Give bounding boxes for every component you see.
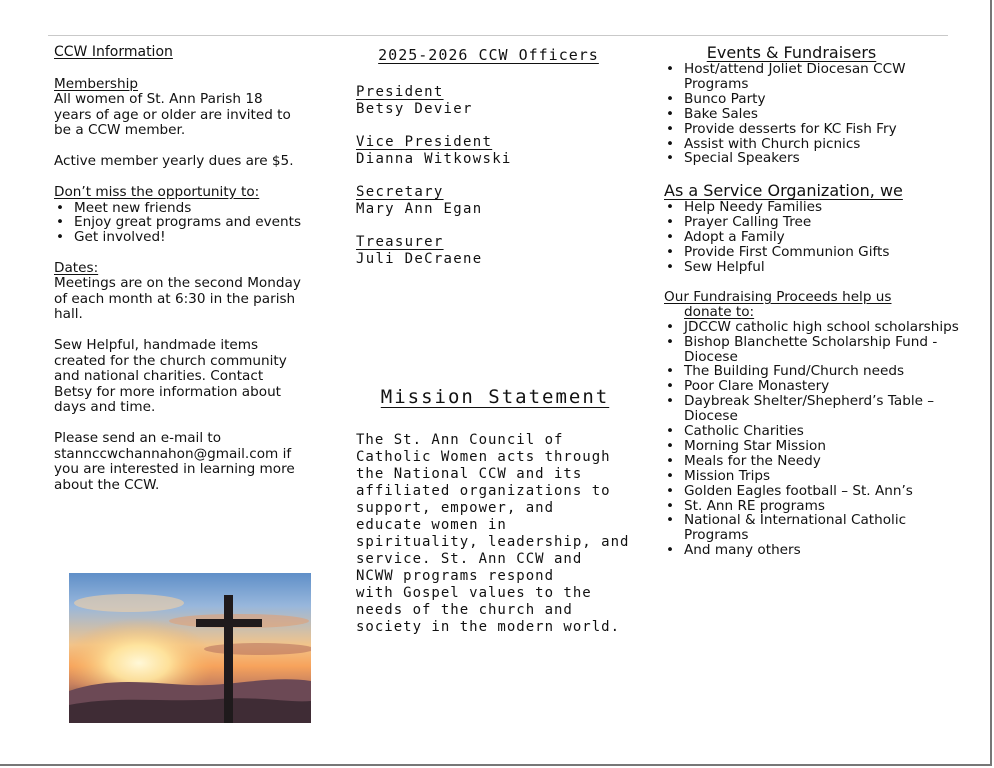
sew-helpful-line: days and time. <box>54 399 156 416</box>
officer-secretary <box>356 184 646 218</box>
opportunity-list <box>54 201 344 246</box>
list-item: • Bake Sales <box>684 107 964 122</box>
list-item: • Mission Trips <box>684 469 964 484</box>
list-item: • Meals for the Needy <box>684 454 964 469</box>
officer-role: Vice President <box>356 134 493 150</box>
list-item: • Golden Eagles football – St. Ann’s <box>684 484 964 499</box>
mission-line: affiliated organizations to <box>356 483 611 499</box>
sew-helpful-line: and national charities. Contact <box>54 368 264 385</box>
fundraising-title: Our Fundraising Proceeds help us <box>664 288 892 305</box>
dates-label: Dates: <box>54 259 99 276</box>
email-note-line: about the CCW. <box>54 476 160 493</box>
list-item: • Prayer Calling Tree <box>684 215 964 230</box>
mission-line: educate women in <box>356 517 507 533</box>
dues-text: Active member yearly dues are $5. <box>54 153 294 169</box>
ccw-information-heading: CCW Information <box>54 44 173 60</box>
donations-list <box>664 320 964 559</box>
list-item: • Host/attend Joliet Diocesan CCW Programs <box>684 62 964 92</box>
list-item: • Provide desserts for KC Fish Fry <box>684 122 964 137</box>
cross-icon <box>69 573 311 723</box>
list-item: • JDCCW catholic high school scholarships <box>684 320 964 335</box>
list-item: • Provide First Communion Gifts <box>684 245 964 260</box>
mission-statement-title: Mission Statement <box>380 386 610 408</box>
list-item: • Assist with Church picnics <box>684 137 964 152</box>
list-item: • St. Ann RE programs <box>684 499 964 514</box>
list-item: • Bishop Blanchette Scholarship Fund - Diocese <box>684 335 964 365</box>
membership-line: All women of St. Ann Parish 18 <box>54 91 263 107</box>
email-note-line: you are interested in learning more <box>54 461 295 478</box>
fundraising-title-cont: donate to: <box>684 303 755 320</box>
email-note-line: stannccwchannahon@gmail.com if <box>54 445 292 462</box>
mission-line: service. St. Ann CCW and <box>356 551 583 567</box>
service-list <box>664 200 964 275</box>
dates-line: Meetings are on the second Monday <box>54 275 301 292</box>
list-item: • Enjoy great programs and events <box>74 215 344 230</box>
list-item: • Special Speakers <box>684 151 964 166</box>
email-note-line: Please send an e-mail to <box>54 430 222 447</box>
mission-line: NCWW programs respond <box>356 568 555 584</box>
list-item: • Meet new friends <box>74 201 344 216</box>
officer-president <box>356 84 646 118</box>
mission-line: support, empower, and <box>356 500 555 516</box>
mission-line: needs of the church and <box>356 602 573 618</box>
officer-role: Secretary <box>356 184 444 200</box>
mission-line: with Gospel values to the <box>356 585 592 601</box>
opportunity-label: Don’t miss the opportunity to: <box>54 184 260 200</box>
officer-role: President <box>356 84 444 100</box>
mission-line: The St. Ann Council of <box>356 432 564 448</box>
list-item: • Morning Star Mission <box>684 439 964 454</box>
list-item: • Get involved! <box>74 230 344 245</box>
officer-name: Mary Ann Egan <box>356 201 483 217</box>
dates-line: of each month at 6:30 in the parish <box>54 290 296 307</box>
sew-helpful-line: created for the church community <box>54 352 287 369</box>
membership-line: years of age or older are invited to <box>54 106 291 123</box>
mission-line: society in the modern world. <box>356 619 621 635</box>
sew-helpful-line: Betsy for more information about <box>54 383 282 400</box>
events-column <box>664 44 964 558</box>
officer-name: Dianna Witkowski <box>356 151 512 167</box>
service-title: As a Service Organization, we <box>664 181 903 201</box>
membership-line: be a CCW member. <box>54 122 186 138</box>
dates-line: hall. <box>54 306 83 323</box>
officer-vice-president <box>356 134 646 168</box>
list-item: • Poor Clare Monastery <box>684 379 964 394</box>
list-item: • Help Needy Families <box>684 200 964 215</box>
list-item: • And many others <box>684 543 964 558</box>
list-item: • National & International Catholic Programs <box>684 513 964 543</box>
events-list <box>664 62 964 166</box>
officers-column <box>356 44 646 636</box>
sew-helpful-line: Sew Helpful, handmade items <box>54 337 259 354</box>
list-item: • Adopt a Family <box>684 230 964 245</box>
officer-role: Treasurer <box>356 234 444 250</box>
officer-treasurer <box>356 234 646 268</box>
list-item: • Sew Helpful <box>684 260 964 275</box>
list-item: • The Building Fund/Church needs <box>684 364 964 379</box>
ccw-information-column <box>54 44 344 493</box>
list-item: • Bunco Party <box>684 92 964 107</box>
cross-sunset-image <box>69 573 311 723</box>
list-item: • Daybreak Shelter/Shepherd’s Table – Diocese <box>684 394 964 424</box>
mission-line: Catholic Women acts through <box>356 449 611 465</box>
officers-title: 2025-2026 CCW Officers <box>378 46 599 64</box>
membership-label: Membership <box>54 75 139 92</box>
mission-line: spirituality, leadership, and <box>356 534 630 550</box>
events-title: Events & Fundraisers <box>706 43 877 62</box>
officer-name: Betsy Devier <box>356 101 473 117</box>
list-item: • Catholic Charities <box>684 424 964 439</box>
mission-line: the National CCW and its <box>356 466 583 482</box>
officer-name: Juli DeCraene <box>356 251 483 267</box>
top-divider <box>48 35 948 36</box>
